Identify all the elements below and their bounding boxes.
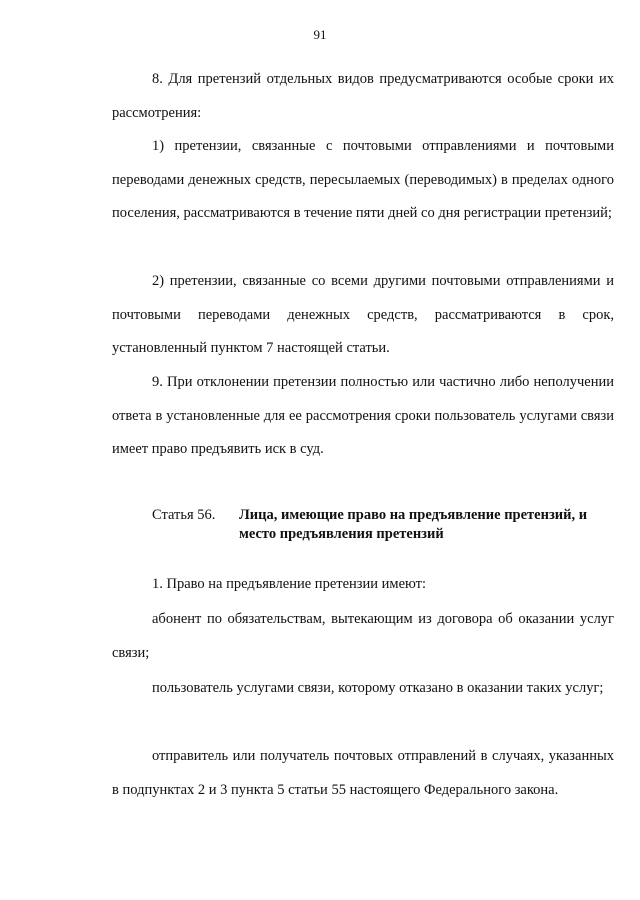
list-item-sender-recipient: отправитель или получатель почтовых отправлений в случаях, указанных в подпунктах 2 и 3 пункта 5 статьи 55 настоящего Федерального закона. [112,748,614,798]
paragraph-item-9: 9. При отклонении претензии полностью или частично либо неполучении ответа в установленные для ее рассмотрения сроки пользователь услугами связи имеет право предъявить иск в суд. [112,374,614,457]
paragraph-item-8: 8. Для претензий отдельных видов предусматриваются особые сроки их рассмотрения: [112,71,614,121]
page-number: 91 [313,27,327,42]
list-item-subscriber: абонент по обязательствам, вытекающим из договора об оказании услуг связи; [112,611,614,661]
subparagraph-1: 1) претензии, связанные с почтовыми отправлениями и почтовыми переводами денежных средств, пересылаемых (переводимых) в пределах одного поселения, рассматриваются в течение пяти дней со дня регистрации претензий; [112,138,614,221]
article-title: Лица, имеющие право на предъявление претензий, и место предъявления претензий [239,507,588,542]
article-number: Статья 56. [152,507,216,523]
list-item-service-user: пользователь услугами связи, которому отказано в оказании таких услуг; [152,680,604,696]
article-paragraph-1: 1. Право на предъявление претензии имеют: [152,576,427,592]
subparagraph-2: 2) претензии, связанные со всеми другими почтовыми отправлениями и почтовыми переводами денежных средств, рассматриваются в срок, установленный пунктом 7 настоящей статьи. [112,273,614,356]
